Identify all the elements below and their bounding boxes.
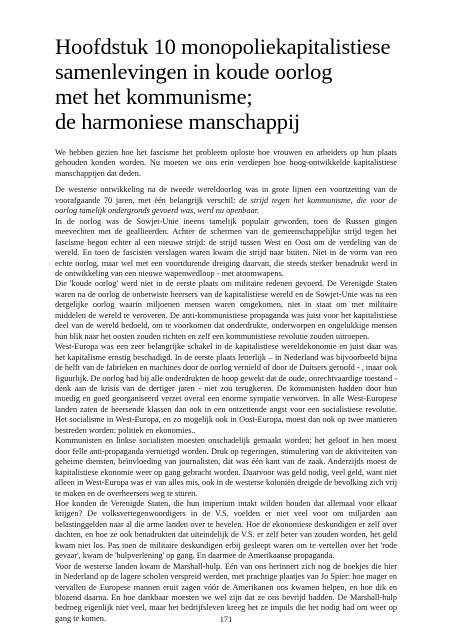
heading-line: Hoofdstuk 10 monopoliekapitalistiese bbox=[55, 34, 391, 59]
emphasized-text: de strijd tegen het kommunisme, die voor de oorlog tamelijk ondergronds gevoerd was, werd nu openbaar. bbox=[55, 195, 398, 216]
paragraph: Die 'koude oorlog' werd niet in de eerste plaats om militaire redenen gevoerd. De Verenigde Staten waren na de oorlog de onbetwiste heersers van de kapitalistiese wereld en de Sowjet-Unie was na een dergelijke oorlog waarin miljoenen mensen waren omgekomen, niet in staat om met militaire middelen de wereld te veroveren. De anti-kommunistiese propaganda was juist voor het kapitalistiese deel van de wereld bedoeld, om te voorkomen dat onderdrukte, onderworpen en ongelukkige mensen hun blik naar het oosten zouden richten en zelf een kommunistiese revolutie zouden uitroepen. bbox=[55, 279, 397, 341]
paragraph: West-Europa was een zeer belangrijke schakel in de kapitalistiese wereldekonomie en juist daar was het kapitalisme ernstig beschadigd. In de eerste plaats letterlijk – in Nederland was bijvoorbeeld bijna de helft van de fabrieken en machines door de oorlog vernield of door de Duitsers geroofd - , maar ook figuurlijk. De oorlog had bij alle onderdrukten de hoop gewekt dat de oude, onrechtvaardige toestand - denk aan de krisis van de dertiger jaren - niet zou terugkeren. De kommunisten hadden door hun moedig en goed georganiseerd verzet overal een enorme sympatie verworven. In alle West-Europese landen zaten de heersende klassen dan ook in een ontzettende angst voor een socialistiese revolutie. Het socialisme in West-Europa, en zo mogelijk ook in Oost-Europa, moest dan ook op twee manieren bestreden worden: politiek en ekonomies.. bbox=[55, 342, 397, 435]
paragraph: We hebben gezien hoe het fascisme het probleem oploste hoe vrouwen en arbeiders op hun plaats gehouden konden worden. Nu moeten we ons erin verdiepen hoe hoog-ontwikkelde kapitalistiese manschappijen dat deden. bbox=[55, 148, 397, 178]
heading-line: samenlevingen in koude oorlog bbox=[55, 59, 333, 84]
heading-line: de harmoniese manschappij bbox=[55, 109, 300, 134]
paragraph-text: De westerse ontwikkeling na de tweede wereldoorlog was in grote lijnen een voortzetting van de voorafgaande 70 jaren, met één belangrijk verschil: bbox=[55, 185, 397, 205]
heading-line: met het kommunisme; bbox=[55, 84, 253, 109]
paragraph: Kommunisten en linkse socialisten moesten onschadelijk gemaakt worden; het geloof in hen moest door felle anti-propaganda vernietigd worden. Druk op regeringen, stimulering van de aktiviteiten van geheime diensten, beïnvloeding van journalisten, dat was één kant van de zaak. Anderzijds moest de kapitalistiese ekonomie weer op gang gebracht worden. Daarvoor was geld nodig, veel geld, want niet alleen in West-Europa was er van alles mis, ook in de westerse koloniën dreigde de bevolking zich vrij te maken en de overheersers weg te sturen. bbox=[55, 436, 397, 498]
chapter-heading bbox=[55, 34, 397, 134]
paragraph: Voor de westerse landen kwam de Marshall-hulp. Eén van ons herinnert zich nog de boekjes die hier in Nederland op de lagere scholen verspreid werden, met prachtige plaatjes van Jo Spier: hoe mager en vervallen de Europese mannen eruit zagen vóór de Amerikanen ons kwamen helpen, en hoe dik en blozend daarna. En hoe dankbaar moesten we wel zijn dat ze ons bevrijd hadden. De Marshall-hulp bedroeg eigenlijk niet veel, maar het bedrijfsleven kreeg het ze impuls die het nodig had om weer op gang te komen. bbox=[55, 561, 397, 623]
body-text bbox=[55, 148, 397, 624]
paragraph: Hoe konden de Verenigde Staten, die hun imperium intakt wilden houden dat allemaal voor elkaar krijgen? De volksvertegenwoordigers in de V.S. voelden er niet veel voor om miljarden aan belastinggelden naar al die arme landen over te hevelen. Hoe de ekonomiese deskundigen er zelf over dachten, en hoe ze ook benadrukten dat uiteindelijk de V.S. er zelf beter van zouden worden, het geld kwam niet los. Pas toen de militaire deskundigen erbij gesleept waren om te vertellen over het 'rode gevaar', kwam de 'hulpverlening' op gang. En daarmee de Amerikaanse propaganda. bbox=[55, 498, 397, 561]
paragraph: In de oorlog was de Sowjet-Unie ineens tamelijk populair geworden, toen de Russen gingen meevechten met de geallieerden. Achter de schermen van de gemeenschappelijke strijd tegen het fascisme begon echter al een nieuwe strijd: de strijd tussen West en Oost om de verdeling van de wereld. En toen de fascisten verslagen waren kwam die strijd naar buiten. Niet in de vorm van een echte oorlog, maar wel met een voortdurende dreiging daarvan, die steeds sterker benadrukt werd in de ontwikkeling van een nieuwe wapenwedloop - met atoomwapens. bbox=[55, 216, 397, 278]
page-number: 171 bbox=[219, 615, 233, 624]
paragraph bbox=[55, 185, 397, 216]
